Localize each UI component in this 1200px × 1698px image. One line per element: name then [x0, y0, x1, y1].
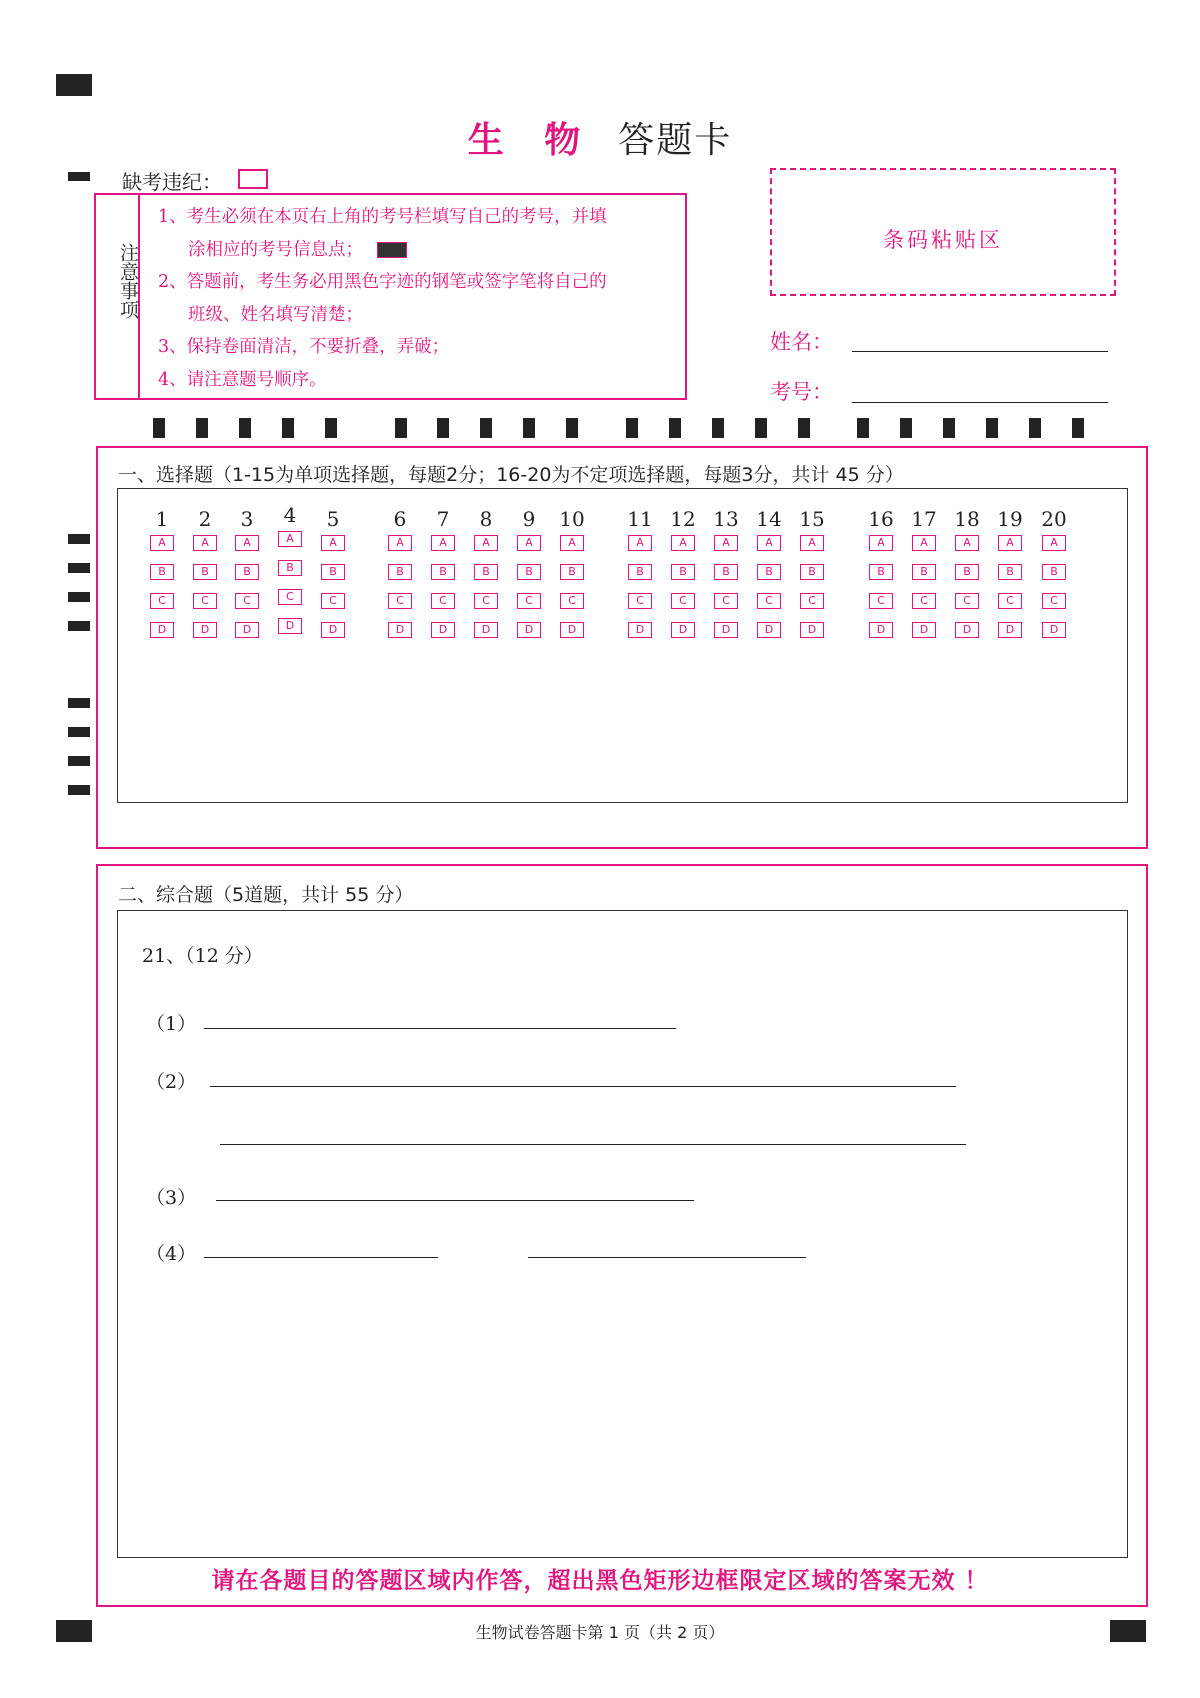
side-mark: [68, 727, 90, 737]
option-bubble-c[interactable]: C: [628, 593, 652, 609]
notice-item: 1、考生必须在本页右上角的考号栏填写自己的考号，并填: [158, 207, 607, 227]
exam-no-field[interactable]: [852, 402, 1108, 403]
option-bubble-c[interactable]: C: [278, 589, 302, 605]
option-bubble-b[interactable]: B: [388, 564, 412, 580]
timing-mark: [325, 418, 337, 438]
option-bubble-a[interactable]: A: [671, 535, 695, 551]
option-bubble-d[interactable]: D: [278, 618, 302, 634]
option-bubble-b[interactable]: B: [474, 564, 498, 580]
option-bubble-d[interactable]: D: [517, 622, 541, 638]
option-bubble-b[interactable]: B: [955, 564, 979, 580]
option-bubble-c[interactable]: C: [150, 593, 174, 609]
section-choice: [96, 446, 1148, 849]
timing-mark: [626, 418, 638, 438]
question-number: 7: [436, 507, 450, 531]
question-number: 12: [670, 507, 696, 531]
option-bubble-c[interactable]: C: [193, 593, 217, 609]
option-bubble-b[interactable]: B: [998, 564, 1022, 580]
timing-mark: [437, 418, 449, 438]
notice-item: 4、请注意题号顺序。: [158, 369, 327, 390]
timing-mark: [1029, 418, 1041, 438]
option-bubble-c[interactable]: C: [800, 593, 824, 609]
timing-mark: [798, 418, 810, 438]
option-bubble-a[interactable]: A: [560, 535, 584, 551]
option-bubble-a[interactable]: A: [800, 535, 824, 551]
option-bubble-d[interactable]: D: [193, 622, 217, 638]
option-bubble-c[interactable]: C: [431, 593, 455, 609]
notice-item: 涂相应的考号信息点；: [158, 234, 678, 267]
timing-mark: [282, 418, 294, 438]
option-bubble-c[interactable]: C: [869, 593, 893, 609]
exam-no-label: 考号：: [770, 380, 833, 404]
option-bubble-a[interactable]: A: [628, 535, 652, 551]
option-bubble-a[interactable]: A: [912, 535, 936, 551]
timing-mark: [712, 418, 724, 438]
question-number: 3: [240, 507, 254, 531]
notice-box: [94, 193, 687, 400]
side-mark: [68, 621, 90, 631]
question-number: 6: [393, 507, 407, 531]
option-bubble-c[interactable]: C: [714, 593, 738, 609]
page-footer: 生物试卷答题卡第 1 页（共 2 页）: [475, 1623, 725, 1642]
option-bubble-b[interactable]: B: [150, 564, 174, 580]
option-bubble-a[interactable]: A: [150, 535, 174, 551]
option-bubble-c[interactable]: C: [671, 593, 695, 609]
part-4-answer-line-2[interactable]: [528, 1257, 806, 1258]
page-title: [0, 112, 1200, 163]
option-bubble-b[interactable]: B: [869, 564, 893, 580]
part-2-label: （2）: [146, 1071, 197, 1093]
option-bubble-a[interactable]: A: [517, 535, 541, 551]
option-bubble-b[interactable]: B: [278, 560, 302, 576]
option-bubble-d[interactable]: D: [388, 622, 412, 638]
question-number: 2: [198, 507, 212, 531]
timing-mark: [857, 418, 869, 438]
part-4-label: （4）: [146, 1243, 197, 1265]
notice-body: [158, 201, 678, 396]
barcode-area: [770, 168, 1116, 296]
barcode-label: 条码粘贴区: [883, 228, 1003, 252]
question-number: 9: [522, 507, 536, 531]
part-1-answer-line[interactable]: [204, 1028, 676, 1029]
option-bubble-b[interactable]: B: [1042, 564, 1066, 580]
option-bubble-a[interactable]: A: [388, 535, 412, 551]
option-bubble-d[interactable]: D: [431, 622, 455, 638]
option-bubble-a[interactable]: A: [869, 535, 893, 551]
section-choice-title: 一、选择题（1-15为单项选择题，每题2分；16-20为不定项选择题，每题3分，共计 45 分）: [118, 464, 904, 486]
question-number: 10: [559, 507, 585, 531]
option-bubble-a[interactable]: A: [955, 535, 979, 551]
option-bubble-d[interactable]: D: [671, 622, 695, 638]
timing-mark: [153, 418, 165, 438]
timing-mark: [1072, 418, 1084, 438]
option-bubble-c[interactable]: C: [1042, 593, 1066, 609]
option-bubble-c[interactable]: C: [998, 593, 1022, 609]
part-3-answer-line[interactable]: [216, 1200, 694, 1201]
option-bubble-d[interactable]: D: [869, 622, 893, 638]
option-bubble-a[interactable]: A: [998, 535, 1022, 551]
question-number: 13: [713, 507, 739, 531]
option-bubble-d[interactable]: D: [150, 622, 174, 638]
section-comprehensive: [96, 864, 1148, 1607]
option-bubble-a[interactable]: A: [278, 531, 302, 547]
question-number: 16: [868, 507, 894, 531]
side-mark: [68, 785, 90, 795]
notice-heading-cell: [96, 195, 140, 398]
timing-mark: [239, 418, 251, 438]
part-2-answer-line-1[interactable]: [210, 1086, 956, 1087]
option-bubble-a[interactable]: A: [714, 535, 738, 551]
title-subject: 生 物: [467, 120, 595, 161]
option-bubble-b[interactable]: B: [628, 564, 652, 580]
part-2-answer-line-2[interactable]: [220, 1144, 966, 1145]
timing-mark: [196, 418, 208, 438]
side-mark: [68, 563, 90, 573]
option-bubble-b[interactable]: B: [235, 564, 259, 580]
option-bubble-d[interactable]: D: [800, 622, 824, 638]
corner-mark-top-left: [56, 74, 92, 96]
option-bubble-a[interactable]: A: [193, 535, 217, 551]
option-bubble-a[interactable]: A: [474, 535, 498, 551]
option-bubble-c[interactable]: C: [560, 593, 584, 609]
timing-mark: [523, 418, 535, 438]
option-bubble-d[interactable]: D: [714, 622, 738, 638]
question-number: 19: [997, 507, 1023, 531]
timing-mark: [669, 418, 681, 438]
part-3-label: （3）: [146, 1187, 197, 1209]
option-bubble-d[interactable]: D: [628, 622, 652, 638]
absent-checkbox[interactable]: [238, 169, 268, 189]
option-bubble-b[interactable]: B: [193, 564, 217, 580]
question-number: 18: [954, 507, 980, 531]
section-comprehensive-title: 二、综合题（5道题，共计 55 分）: [118, 884, 414, 906]
name-label: 姓名：: [770, 330, 833, 354]
choice-answer-area: [117, 488, 1128, 803]
info-point-sample: [377, 242, 407, 258]
option-bubble-b[interactable]: B: [912, 564, 936, 580]
option-bubble-b[interactable]: B: [560, 564, 584, 580]
timing-mark: [566, 418, 578, 438]
notice-heading: 注意事项: [117, 243, 139, 319]
option-bubble-d[interactable]: D: [955, 622, 979, 638]
option-bubble-c[interactable]: C: [388, 593, 412, 609]
notice-item: 3、保持卷面清洁，不要折叠，弄破；: [158, 337, 450, 357]
title-card: 答题卡: [618, 120, 733, 161]
notice-item: 2、答题前，考生务必用黑色字迹的钢笔或签字笔将自己的: [158, 272, 607, 292]
side-mark: [68, 698, 90, 708]
option-bubble-c[interactable]: C: [912, 593, 936, 609]
option-bubble-d[interactable]: D: [235, 622, 259, 638]
option-bubble-d[interactable]: D: [998, 622, 1022, 638]
question-number: 14: [756, 507, 782, 531]
option-bubble-d[interactable]: D: [321, 622, 345, 638]
timing-mark: [755, 418, 767, 438]
question-21-label: 21、（12 分）: [142, 945, 263, 967]
question-number: 5: [326, 507, 340, 531]
option-bubble-d[interactable]: D: [474, 622, 498, 638]
question-number: 4: [283, 503, 297, 527]
option-bubble-a[interactable]: A: [1042, 535, 1066, 551]
option-bubble-a[interactable]: A: [757, 535, 781, 551]
part-4-answer-line-1[interactable]: [204, 1257, 438, 1258]
name-field[interactable]: [852, 351, 1108, 352]
notice-item: 班级、姓名填写清楚；: [188, 304, 363, 325]
option-bubble-d[interactable]: D: [560, 622, 584, 638]
option-bubble-c[interactable]: C: [321, 593, 345, 609]
side-mark: [68, 592, 90, 602]
option-bubble-a[interactable]: A: [321, 535, 345, 551]
option-bubble-d[interactable]: D: [757, 622, 781, 638]
option-bubble-b[interactable]: B: [714, 564, 738, 580]
timing-mark: [943, 418, 955, 438]
question-number: 1: [155, 507, 169, 531]
timing-mark: [986, 418, 998, 438]
comprehensive-answer-area: [117, 910, 1128, 1558]
question-number: 17: [911, 507, 937, 531]
option-bubble-c[interactable]: C: [955, 593, 979, 609]
part-1-label: （1）: [146, 1013, 197, 1035]
option-bubble-c[interactable]: C: [757, 593, 781, 609]
question-number: 8: [479, 507, 493, 531]
option-bubble-d[interactable]: D: [1042, 622, 1066, 638]
option-bubble-b[interactable]: B: [431, 564, 455, 580]
side-mark: [68, 756, 90, 766]
side-mark: [68, 534, 90, 544]
option-bubble-a[interactable]: A: [235, 535, 259, 551]
option-bubble-b[interactable]: B: [757, 564, 781, 580]
question-number: 20: [1041, 507, 1067, 531]
absent-label: 缺考违纪：: [122, 170, 222, 194]
timing-mark: [900, 418, 912, 438]
option-bubble-d[interactable]: D: [912, 622, 936, 638]
option-bubble-b[interactable]: B: [671, 564, 695, 580]
option-bubble-c[interactable]: C: [474, 593, 498, 609]
option-bubble-b[interactable]: B: [800, 564, 824, 580]
warning-text: 请在各题目的答题区域内作答，超出黑色矩形边框限定区域的答案无效 ！: [211, 1568, 989, 1594]
option-bubble-b[interactable]: B: [321, 564, 345, 580]
option-bubble-a[interactable]: A: [431, 535, 455, 551]
timing-mark: [480, 418, 492, 438]
option-bubble-c[interactable]: C: [235, 593, 259, 609]
side-mark: [68, 172, 90, 181]
option-bubble-c[interactable]: C: [517, 593, 541, 609]
option-bubble-b[interactable]: B: [517, 564, 541, 580]
question-number: 15: [799, 507, 825, 531]
question-number: 11: [627, 507, 653, 531]
timing-mark: [395, 418, 407, 438]
